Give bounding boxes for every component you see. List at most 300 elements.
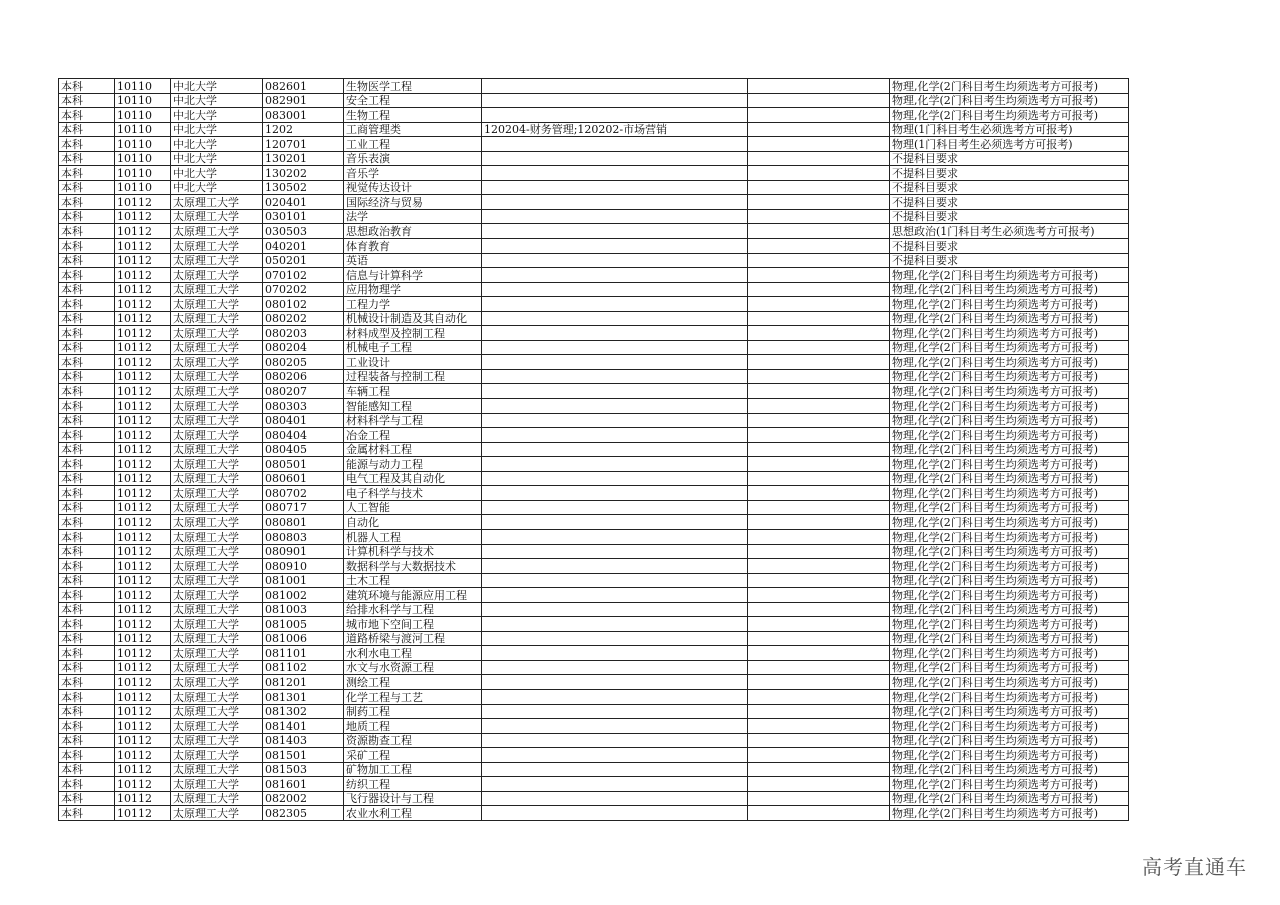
subject-requirement-cell: 不提科目要求 (890, 180, 1129, 195)
school-name-cell: 太原理工大学 (171, 500, 263, 515)
notes-cell (748, 369, 890, 384)
level-cell: 本科 (59, 224, 115, 239)
included-majors-cell (482, 180, 748, 195)
major-name-cell: 国际经济与贸易 (344, 195, 482, 210)
major-name-cell: 工商管理类 (344, 122, 482, 137)
school-code-cell: 10112 (115, 748, 171, 763)
school-code-cell: 10112 (115, 428, 171, 443)
school-code-cell: 10112 (115, 442, 171, 457)
level-cell: 本科 (59, 675, 115, 690)
included-majors-cell (482, 660, 748, 675)
school-name-cell: 太原理工大学 (171, 209, 263, 224)
major-name-cell: 制药工程 (344, 704, 482, 719)
subject-requirement-cell: 物理,化学(2门科目考生均须选考方可报考) (890, 500, 1129, 515)
school-code-cell: 10112 (115, 209, 171, 224)
included-majors-cell (482, 195, 748, 210)
major-name-cell: 信息与计算科学 (344, 268, 482, 283)
table-row (59, 733, 1129, 748)
table-row (59, 209, 1129, 224)
table-row (59, 777, 1129, 792)
school-code-cell: 10112 (115, 602, 171, 617)
school-name-cell: 太原理工大学 (171, 748, 263, 763)
major-code-cell: 030101 (263, 209, 344, 224)
included-majors-cell (482, 646, 748, 661)
subject-requirement-cell: 物理,化学(2门科目考生均须选考方可报考) (890, 311, 1129, 326)
major-code-cell: 081003 (263, 602, 344, 617)
major-name-cell: 化学工程与工艺 (344, 689, 482, 704)
notes-cell (748, 806, 890, 821)
table-row (59, 646, 1129, 661)
table-row (59, 384, 1129, 399)
table-row (59, 311, 1129, 326)
notes-cell (748, 646, 890, 661)
table-row (59, 282, 1129, 297)
school-name-cell: 太原理工大学 (171, 224, 263, 239)
school-name-cell: 太原理工大学 (171, 777, 263, 792)
school-name-cell: 太原理工大学 (171, 806, 263, 821)
school-name-cell: 太原理工大学 (171, 239, 263, 254)
table-row (59, 268, 1129, 283)
subject-requirement-cell: 物理,化学(2门科目考生均须选考方可报考) (890, 399, 1129, 414)
major-code-cell: 080203 (263, 326, 344, 341)
level-cell: 本科 (59, 588, 115, 603)
subject-requirement-cell: 不提科目要求 (890, 239, 1129, 254)
school-name-cell: 太原理工大学 (171, 646, 263, 661)
major-code-cell: 080205 (263, 355, 344, 370)
school-name-cell: 太原理工大学 (171, 660, 263, 675)
notes-cell (748, 573, 890, 588)
school-code-cell: 10112 (115, 471, 171, 486)
major-code-cell: 081302 (263, 704, 344, 719)
notes-cell (748, 515, 890, 530)
table-row (59, 471, 1129, 486)
major-name-cell: 水利水电工程 (344, 646, 482, 661)
major-name-cell: 英语 (344, 253, 482, 268)
major-code-cell: 081006 (263, 631, 344, 646)
subject-requirement-cell: 物理,化学(2门科目考生均须选考方可报考) (890, 791, 1129, 806)
level-cell: 本科 (59, 253, 115, 268)
major-code-cell: 080303 (263, 399, 344, 414)
school-code-cell: 10110 (115, 137, 171, 152)
major-name-cell: 水文与水资源工程 (344, 660, 482, 675)
major-code-cell: 080601 (263, 471, 344, 486)
level-cell: 本科 (59, 413, 115, 428)
table-row (59, 166, 1129, 181)
subject-requirement-cell: 物理,化学(2门科目考生均须选考方可报考) (890, 631, 1129, 646)
subject-requirement-cell: 物理,化学(2门科目考生均须选考方可报考) (890, 428, 1129, 443)
major-code-cell: 130202 (263, 166, 344, 181)
subject-requirement-cell: 物理,化学(2门科目考生均须选考方可报考) (890, 806, 1129, 821)
level-cell: 本科 (59, 733, 115, 748)
level-cell: 本科 (59, 239, 115, 254)
school-code-cell: 10112 (115, 500, 171, 515)
school-name-cell: 中北大学 (171, 137, 263, 152)
subject-requirement-cell: 物理,化学(2门科目考生均须选考方可报考) (890, 108, 1129, 123)
major-code-cell: 081201 (263, 675, 344, 690)
included-majors-cell (482, 239, 748, 254)
table-row (59, 355, 1129, 370)
school-code-cell: 10112 (115, 733, 171, 748)
school-name-cell: 太原理工大学 (171, 675, 263, 690)
subject-requirement-cell: 物理,化学(2门科目考生均须选考方可报考) (890, 326, 1129, 341)
table-row (59, 340, 1129, 355)
school-code-cell: 10112 (115, 282, 171, 297)
table-row (59, 399, 1129, 414)
major-name-cell: 人工智能 (344, 500, 482, 515)
table-row (59, 442, 1129, 457)
table-row (59, 253, 1129, 268)
school-name-cell: 太原理工大学 (171, 529, 263, 544)
school-name-cell: 太原理工大学 (171, 384, 263, 399)
major-name-cell: 音乐学 (344, 166, 482, 181)
school-code-cell: 10112 (115, 311, 171, 326)
school-code-cell: 10112 (115, 239, 171, 254)
major-code-cell: 081005 (263, 617, 344, 632)
major-name-cell: 资源勘查工程 (344, 733, 482, 748)
major-name-cell: 思想政治教育 (344, 224, 482, 239)
included-majors-cell (482, 602, 748, 617)
subject-requirement-cell: 不提科目要求 (890, 166, 1129, 181)
school-code-cell: 10110 (115, 79, 171, 94)
table-row (59, 689, 1129, 704)
included-majors-cell (482, 93, 748, 108)
included-majors-cell (482, 559, 748, 574)
notes-cell (748, 166, 890, 181)
table-row (59, 122, 1129, 137)
level-cell: 本科 (59, 617, 115, 632)
table-row (59, 500, 1129, 515)
included-majors-cell (482, 224, 748, 239)
subject-requirement-cell: 物理,化学(2门科目考生均须选考方可报考) (890, 268, 1129, 283)
notes-cell (748, 137, 890, 152)
included-majors-cell (482, 282, 748, 297)
level-cell: 本科 (59, 93, 115, 108)
major-code-cell: 082901 (263, 93, 344, 108)
notes-cell (748, 457, 890, 472)
school-name-cell: 太原理工大学 (171, 195, 263, 210)
table-row (59, 93, 1129, 108)
school-name-cell: 太原理工大学 (171, 399, 263, 414)
major-code-cell: 080401 (263, 413, 344, 428)
included-majors-cell (482, 428, 748, 443)
level-cell: 本科 (59, 486, 115, 501)
table-row (59, 239, 1129, 254)
subject-requirement-cell: 物理,化学(2门科目考生均须选考方可报考) (890, 442, 1129, 457)
school-name-cell: 太原理工大学 (171, 544, 263, 559)
level-cell: 本科 (59, 500, 115, 515)
notes-cell (748, 268, 890, 283)
major-name-cell: 法学 (344, 209, 482, 224)
included-majors-cell (482, 588, 748, 603)
school-name-cell: 太原理工大学 (171, 617, 263, 632)
notes-cell (748, 355, 890, 370)
school-name-cell: 太原理工大学 (171, 573, 263, 588)
school-name-cell: 太原理工大学 (171, 471, 263, 486)
level-cell: 本科 (59, 646, 115, 661)
table-row (59, 631, 1129, 646)
table-row (59, 602, 1129, 617)
requirements-sheet (58, 78, 1129, 821)
major-code-cell: 081403 (263, 733, 344, 748)
table-row (59, 224, 1129, 239)
school-name-cell: 中北大学 (171, 93, 263, 108)
school-code-cell: 10112 (115, 559, 171, 574)
major-name-cell: 冶金工程 (344, 428, 482, 443)
included-majors-cell (482, 253, 748, 268)
level-cell: 本科 (59, 529, 115, 544)
major-code-cell: 050201 (263, 253, 344, 268)
major-name-cell: 安全工程 (344, 93, 482, 108)
notes-cell (748, 442, 890, 457)
notes-cell (748, 559, 890, 574)
table-row (59, 544, 1129, 559)
school-name-cell: 中北大学 (171, 122, 263, 137)
included-majors-cell (482, 515, 748, 530)
school-name-cell: 中北大学 (171, 166, 263, 181)
subject-requirement-cell: 物理,化学(2门科目考生均须选考方可报考) (890, 704, 1129, 719)
school-code-cell: 10112 (115, 704, 171, 719)
included-majors-cell (482, 544, 748, 559)
school-code-cell: 10112 (115, 297, 171, 312)
school-code-cell: 10112 (115, 384, 171, 399)
subject-requirement-cell: 物理,化学(2门科目考生均须选考方可报考) (890, 297, 1129, 312)
subject-requirement-cell: 思想政治(1门科目考生必须选考方可报考) (890, 224, 1129, 239)
table-row (59, 748, 1129, 763)
subject-requirement-cell: 物理(1门科目考生必须选考方可报考) (890, 122, 1129, 137)
table-row (59, 704, 1129, 719)
subject-requirement-cell: 物理,化学(2门科目考生均须选考方可报考) (890, 646, 1129, 661)
major-code-cell: 080102 (263, 297, 344, 312)
major-name-cell: 音乐表演 (344, 151, 482, 166)
major-name-cell: 过程装备与控制工程 (344, 369, 482, 384)
major-code-cell: 081601 (263, 777, 344, 792)
level-cell: 本科 (59, 777, 115, 792)
level-cell: 本科 (59, 457, 115, 472)
major-code-cell: 120701 (263, 137, 344, 152)
included-majors-cell (482, 704, 748, 719)
school-code-cell: 10112 (115, 762, 171, 777)
level-cell: 本科 (59, 268, 115, 283)
school-name-cell: 中北大学 (171, 180, 263, 195)
notes-cell (748, 428, 890, 443)
included-majors-cell (482, 806, 748, 821)
table-row (59, 617, 1129, 632)
major-name-cell: 矿物加工工程 (344, 762, 482, 777)
level-cell: 本科 (59, 79, 115, 94)
notes-cell (748, 588, 890, 603)
school-code-cell: 10110 (115, 122, 171, 137)
school-name-cell: 太原理工大学 (171, 442, 263, 457)
subject-requirement-cell: 物理,化学(2门科目考生均须选考方可报考) (890, 471, 1129, 486)
table-row (59, 515, 1129, 530)
notes-cell (748, 384, 890, 399)
level-cell: 本科 (59, 660, 115, 675)
major-code-cell: 080202 (263, 311, 344, 326)
table-row (59, 326, 1129, 341)
school-name-cell: 太原理工大学 (171, 631, 263, 646)
included-majors-cell (482, 297, 748, 312)
school-name-cell: 太原理工大学 (171, 428, 263, 443)
notes-cell (748, 617, 890, 632)
subject-requirement-cell: 物理,化学(2门科目考生均须选考方可报考) (890, 675, 1129, 690)
school-name-cell: 中北大学 (171, 108, 263, 123)
level-cell: 本科 (59, 166, 115, 181)
school-code-cell: 10112 (115, 675, 171, 690)
major-name-cell: 电气工程及其自动化 (344, 471, 482, 486)
school-name-cell: 太原理工大学 (171, 282, 263, 297)
subject-requirement-cell: 物理,化学(2门科目考生均须选考方可报考) (890, 719, 1129, 734)
level-cell: 本科 (59, 311, 115, 326)
notes-cell (748, 748, 890, 763)
level-cell: 本科 (59, 573, 115, 588)
subject-requirement-cell: 物理,化学(2门科目考生均须选考方可报考) (890, 486, 1129, 501)
notes-cell (748, 631, 890, 646)
level-cell: 本科 (59, 428, 115, 443)
major-name-cell: 工业设计 (344, 355, 482, 370)
included-majors-cell (482, 457, 748, 472)
school-code-cell: 10112 (115, 529, 171, 544)
subject-requirement-cell: 物理,化学(2门科目考生均须选考方可报考) (890, 515, 1129, 530)
table-row (59, 369, 1129, 384)
level-cell: 本科 (59, 602, 115, 617)
major-code-cell: 080910 (263, 559, 344, 574)
notes-cell (748, 239, 890, 254)
table-row (59, 108, 1129, 123)
level-cell: 本科 (59, 806, 115, 821)
notes-cell (748, 122, 890, 137)
level-cell: 本科 (59, 137, 115, 152)
major-name-cell: 道路桥梁与渡河工程 (344, 631, 482, 646)
major-name-cell: 给排水科学与工程 (344, 602, 482, 617)
table-body (59, 79, 1129, 821)
major-code-cell: 080404 (263, 428, 344, 443)
school-name-cell: 太原理工大学 (171, 719, 263, 734)
school-code-cell: 10112 (115, 457, 171, 472)
included-majors-cell: 120204-财务管理;120202-市场营销 (482, 122, 748, 137)
level-cell: 本科 (59, 762, 115, 777)
major-code-cell: 080803 (263, 529, 344, 544)
school-code-cell: 10112 (115, 588, 171, 603)
school-name-cell: 太原理工大学 (171, 559, 263, 574)
notes-cell (748, 180, 890, 195)
subject-requirement-cell: 物理,化学(2门科目考生均须选考方可报考) (890, 79, 1129, 94)
level-cell: 本科 (59, 704, 115, 719)
subject-requirement-cell: 物理,化学(2门科目考生均须选考方可报考) (890, 413, 1129, 428)
school-name-cell: 太原理工大学 (171, 762, 263, 777)
notes-cell (748, 719, 890, 734)
school-code-cell: 10112 (115, 326, 171, 341)
major-code-cell: 130201 (263, 151, 344, 166)
table-row (59, 762, 1129, 777)
level-cell: 本科 (59, 384, 115, 399)
notes-cell (748, 195, 890, 210)
major-code-cell: 080901 (263, 544, 344, 559)
school-name-cell: 太原理工大学 (171, 326, 263, 341)
major-code-cell: 1202 (263, 122, 344, 137)
major-code-cell: 080501 (263, 457, 344, 472)
major-name-cell: 能源与动力工程 (344, 457, 482, 472)
included-majors-cell (482, 748, 748, 763)
level-cell: 本科 (59, 282, 115, 297)
major-name-cell: 工业工程 (344, 137, 482, 152)
major-name-cell: 自动化 (344, 515, 482, 530)
level-cell: 本科 (59, 326, 115, 341)
level-cell: 本科 (59, 442, 115, 457)
subject-requirement-cell: 物理,化学(2门科目考生均须选考方可报考) (890, 282, 1129, 297)
notes-cell (748, 675, 890, 690)
table-row (59, 180, 1129, 195)
school-name-cell: 太原理工大学 (171, 369, 263, 384)
included-majors-cell (482, 399, 748, 414)
school-name-cell: 太原理工大学 (171, 297, 263, 312)
included-majors-cell (482, 79, 748, 94)
level-cell: 本科 (59, 544, 115, 559)
subject-requirement-cell: 物理,化学(2门科目考生均须选考方可报考) (890, 457, 1129, 472)
school-name-cell: 太原理工大学 (171, 602, 263, 617)
major-code-cell: 082002 (263, 791, 344, 806)
major-code-cell: 130502 (263, 180, 344, 195)
subject-requirement-cell: 物理,化学(2门科目考生均须选考方可报考) (890, 602, 1129, 617)
major-code-cell: 080702 (263, 486, 344, 501)
subject-requirement-cell: 不提科目要求 (890, 253, 1129, 268)
table-row (59, 457, 1129, 472)
school-name-cell: 太原理工大学 (171, 704, 263, 719)
notes-cell (748, 777, 890, 792)
school-name-cell: 太原理工大学 (171, 340, 263, 355)
table-row (59, 297, 1129, 312)
school-name-cell: 太原理工大学 (171, 791, 263, 806)
major-name-cell: 生物医学工程 (344, 79, 482, 94)
included-majors-cell (482, 137, 748, 152)
table-row (59, 573, 1129, 588)
school-code-cell: 10112 (115, 660, 171, 675)
table-row (59, 486, 1129, 501)
major-code-cell: 081001 (263, 573, 344, 588)
level-cell: 本科 (59, 209, 115, 224)
included-majors-cell (482, 500, 748, 515)
table-row (59, 529, 1129, 544)
major-name-cell: 体育教育 (344, 239, 482, 254)
major-code-cell: 081102 (263, 660, 344, 675)
major-name-cell: 采矿工程 (344, 748, 482, 763)
subject-requirement-cell: 物理,化学(2门科目考生均须选考方可报考) (890, 748, 1129, 763)
level-cell: 本科 (59, 748, 115, 763)
included-majors-cell (482, 442, 748, 457)
level-cell: 本科 (59, 180, 115, 195)
major-code-cell: 070102 (263, 268, 344, 283)
level-cell: 本科 (59, 471, 115, 486)
school-code-cell: 10112 (115, 355, 171, 370)
major-name-cell: 建筑环境与能源应用工程 (344, 588, 482, 603)
major-name-cell: 电子科学与技术 (344, 486, 482, 501)
major-code-cell: 080405 (263, 442, 344, 457)
school-code-cell: 10110 (115, 151, 171, 166)
school-code-cell: 10112 (115, 806, 171, 821)
major-name-cell: 金属材料工程 (344, 442, 482, 457)
major-name-cell: 土木工程 (344, 573, 482, 588)
level-cell: 本科 (59, 340, 115, 355)
notes-cell (748, 224, 890, 239)
included-majors-cell (482, 733, 748, 748)
included-majors-cell (482, 340, 748, 355)
school-name-cell: 中北大学 (171, 79, 263, 94)
school-code-cell: 10110 (115, 180, 171, 195)
major-name-cell: 材料科学与工程 (344, 413, 482, 428)
major-name-cell: 地质工程 (344, 719, 482, 734)
table-row (59, 559, 1129, 574)
level-cell: 本科 (59, 399, 115, 414)
subject-requirement-cell: 物理,化学(2门科目考生均须选考方可报考) (890, 733, 1129, 748)
